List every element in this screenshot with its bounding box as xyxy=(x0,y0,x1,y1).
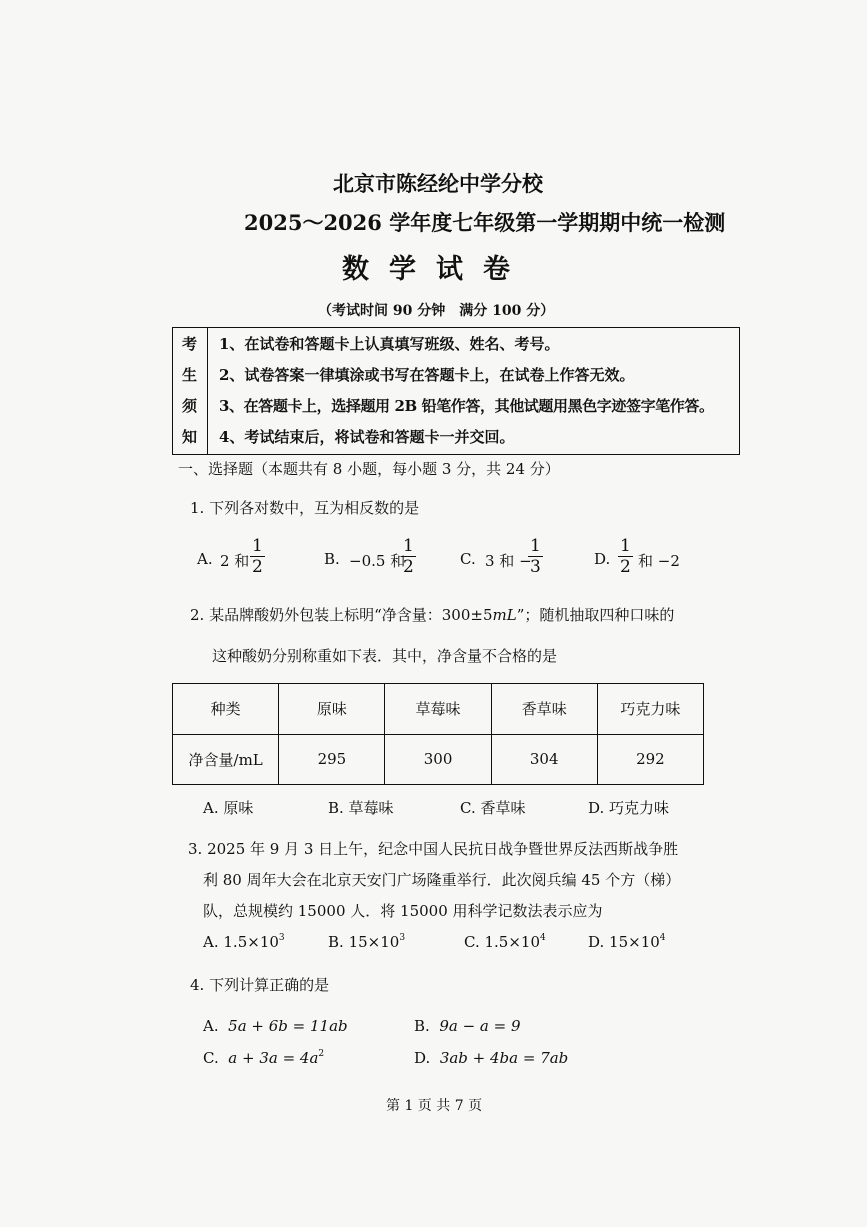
table-header-cell: 草莓味 xyxy=(385,684,491,735)
option-label: A. xyxy=(197,550,213,568)
table-cell: 292 xyxy=(597,734,703,785)
table-row xyxy=(173,684,704,735)
notice-side-char: 知 xyxy=(182,428,198,446)
notice-item: 4、考试结束后，将试卷和答题卡一并交回。 xyxy=(219,428,515,446)
fraction xyxy=(401,537,416,576)
option-text: 2 和 xyxy=(220,552,250,570)
option-exponent: 3 xyxy=(399,933,406,943)
school-name: 北京市陈经纶中学分校 xyxy=(333,171,543,196)
notice-side-char: 须 xyxy=(182,397,198,415)
q2-option-b: B. 草莓味 xyxy=(328,799,394,817)
fraction-numerator: 1 xyxy=(403,536,414,556)
option-label: C. xyxy=(460,550,476,568)
table-cell: 300 xyxy=(385,734,491,785)
option-base: 15×10 xyxy=(348,933,400,951)
fraction-denominator: 2 xyxy=(252,557,263,577)
fraction xyxy=(618,537,633,576)
question-3-line-1: 3. 2025 年 9 月 3 日上午，纪念中国人民抗日战争暨世界反法西斯战争胜 xyxy=(188,840,679,858)
exam-duration: （考试时间 90 分钟 满分 100 分） xyxy=(318,303,555,319)
q2-unit: mL xyxy=(492,606,517,624)
option-label: B. xyxy=(324,550,340,568)
fraction-denominator: 2 xyxy=(403,557,414,577)
option-label: D. xyxy=(594,550,611,568)
fraction-numerator: 1 xyxy=(620,536,631,556)
fraction-denominator: 3 xyxy=(530,557,541,577)
fraction-denominator: 2 xyxy=(620,557,631,577)
option-expression: 5a + 6b = 11ab xyxy=(228,1017,348,1035)
table-header-cell: 香草味 xyxy=(491,684,597,735)
table-header-cell: 原味 xyxy=(279,684,385,735)
option-exponent: 4 xyxy=(540,933,546,943)
option-label: B. xyxy=(328,933,344,951)
q2-option-d: D. 巧克力味 xyxy=(588,799,670,817)
option-base: 1.5×10 xyxy=(223,933,279,951)
exam-title: 2025～2026 学年度七年级第一学期期中统一检测 xyxy=(244,210,726,235)
option-expression: 3ab + 4ba = 7ab xyxy=(439,1049,569,1067)
option-text: 和 −2 xyxy=(638,552,680,570)
table-cell: 304 xyxy=(491,734,597,785)
notice-item: 1、在试卷和答题卡上认真填写班级、姓名、考号。 xyxy=(219,335,560,353)
q3-option-d xyxy=(588,933,666,951)
question-1-stem: 1. 下列各对数中，互为相反数的是 xyxy=(190,499,420,517)
option-label: B. xyxy=(414,1017,430,1035)
option-exponent: 3 xyxy=(278,933,285,943)
question-2-line-2: 这种酸奶分别称重如下表．其中，净含量不合格的是 xyxy=(212,647,558,665)
q2-option-c: C. 香草味 xyxy=(460,799,526,817)
option-label: D. xyxy=(414,1049,431,1067)
q3-option-a xyxy=(203,933,285,951)
fraction-numerator: 1 xyxy=(530,536,541,556)
table-row xyxy=(173,734,704,785)
question-3-line-3: 队，总规模约 15000 人．将 15000 用科学记数法表示应为 xyxy=(203,902,603,920)
notice-item: 3、在答题卡上，选择题用 2B 铅笔作答，其他试题用黑色字迹签字笔作答。 xyxy=(219,397,714,415)
question-4-stem: 4. 下列计算正确的是 xyxy=(190,976,330,994)
notice-item: 2、试卷答案一律填涂或书写在答题卡上，在试卷上作答无效。 xyxy=(219,366,635,384)
q4-option-d xyxy=(414,1049,568,1067)
question-3-line-2: 利 80 周年大会在北京天安门广场隆重举行．此次阅兵编 45 个方（梯） xyxy=(203,871,681,889)
question-2-line-1 xyxy=(190,604,674,625)
q2-table xyxy=(172,683,704,785)
option-label: C. xyxy=(203,1049,219,1067)
q4-option-b xyxy=(414,1017,521,1035)
option-expression: 9a − a = 9 xyxy=(439,1017,521,1035)
notice-side-char: 生 xyxy=(182,366,198,384)
notice-side-char: 考 xyxy=(182,335,198,353)
option-base: 1.5×10 xyxy=(484,933,541,951)
q4-option-c xyxy=(203,1049,324,1067)
fraction-numerator: 1 xyxy=(252,536,263,556)
option-text: 3 和 − xyxy=(485,552,532,570)
table-cell: 295 xyxy=(279,734,385,785)
q4-option-a xyxy=(203,1017,348,1035)
fraction xyxy=(250,537,265,576)
q2-option-a: A. 原味 xyxy=(203,799,254,817)
option-exponent: 2 xyxy=(318,1049,325,1059)
option-label: C. xyxy=(464,933,480,951)
option-label: A. xyxy=(203,933,219,951)
notice-box xyxy=(172,327,740,455)
q3-option-c xyxy=(464,933,546,951)
q2-text: 2. 某品牌酸奶外包装上标明“净含量：300±5 xyxy=(190,606,493,624)
option-expression: a + 3a = 4a xyxy=(228,1049,319,1067)
section-title: 一、选择题（本题共有 8 小题，每小题 3 分，共 24 分） xyxy=(178,460,560,478)
option-label: A. xyxy=(203,1017,219,1035)
table-header-cell: 种类 xyxy=(173,684,279,735)
page-number: 第 1 页 共 7 页 xyxy=(386,1098,483,1114)
option-exponent: 4 xyxy=(659,933,666,943)
option-base: 15×10 xyxy=(609,933,660,951)
table-cell: 净含量/mL xyxy=(173,734,279,785)
option-text: −0.5 和 xyxy=(349,552,406,570)
q2-text: ”；随机抽取四种口味的 xyxy=(516,606,675,624)
option-label: D. xyxy=(588,933,605,951)
fraction xyxy=(528,537,543,576)
table-header-cell: 巧克力味 xyxy=(597,684,703,735)
subject-title: 数学试卷 xyxy=(342,254,530,285)
notice-side-label xyxy=(173,328,208,454)
q3-option-b xyxy=(328,933,405,951)
